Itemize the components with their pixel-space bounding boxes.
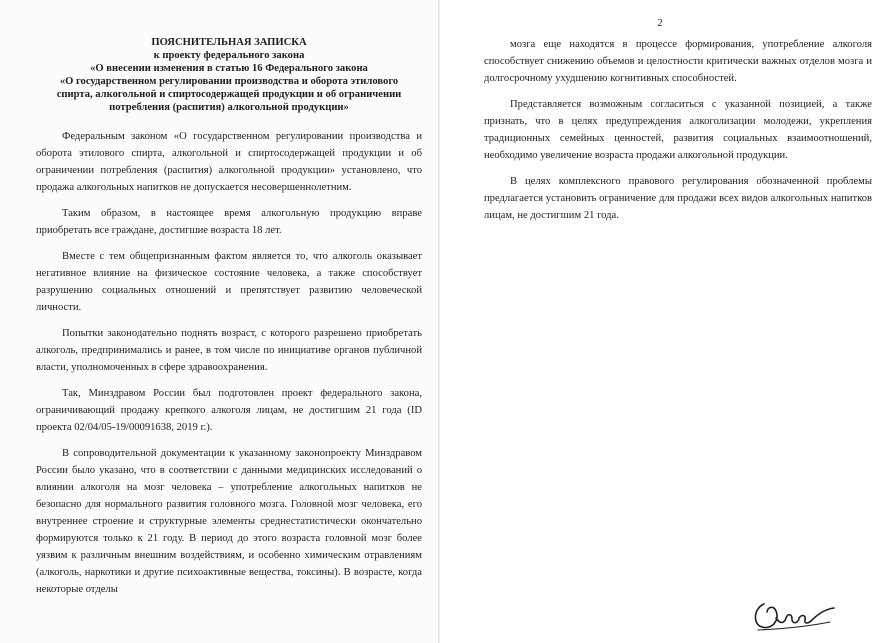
page-number: 2 [657,18,663,29]
paragraph: Вместе с тем общепризнанным фактом является то, что алкоголь оказывает негативное влияние на физическое состояние человека, а также способствует разрушению социальных отношений и препятствует развитию человеческой личности. [36,251,422,313]
paragraph: Представляется возможным согласиться с указанной позицией, а также признать, что в целях предупреждения алкоголизации молодежи, укрепления традиционных семейных ценностей, развития социальных взаимоотношений, необходимо увеличение возраста продажи алкогольной продукции. [484,99,872,161]
heading-law-line-2: «О государственном регулировании производства и оборота этилового [59,76,399,87]
paragraph: Так, Минздравом России был подготовлен проект федерального закона, ограничивающий продажу крепкого алкоголя лицам, не достигшим 21 года (ID проекта 02/04/05-19/00091638, 2019 г.). [36,388,422,433]
document-heading [36,36,422,114]
paragraph: В целях комплексного правового регулирования обозначенной проблемы предлагается установить ограничение для продажи всех видов алкогольных напитков лицам, не достигшим 21 года. [484,176,872,221]
paragraph: Федеральным законом «О государственном регулировании производства и оборота этилового спирта, алкогольной и спиртосодержащей продукции и об ограничении потребления (распития) алкогольной продукции» установлено, что продажа алкогольных напитков не допускается несовершеннолетним. [36,131,422,193]
handwritten-signature-icon [750,594,840,634]
heading-subtitle: к проекту федерального закона [153,50,305,61]
heading-law-line-3: спирта, алкогольной и спиртосодержащей продукции и об ограничении [56,89,402,100]
paragraph: Попытки законодательно поднять возраст, с которого разрешено приобретать алкоголь, предпринимались и ранее, в том числе по инициативе органов публичной власти, уполномоченных в сфере здравоохранения. [36,328,422,373]
heading-law-line-4: потребления (распития) алкогольной продукции» [109,102,349,113]
heading-title: ПОЯСНИТЕЛЬНАЯ ЗАПИСКА [151,37,307,48]
paragraph: мозга еще находятся в процессе формирования, употребление алкоголя способствует снижению объемов и целостности критически важных отделов мозга и долгосрочному ухудшению когнитивных способностей. [484,39,872,84]
page-2 [440,0,880,643]
paragraph: Таким образом, в настоящее время алкогольную продукцию вправе приобретать все граждане, достигшие возраста 18 лет. [36,208,422,236]
paragraph: В сопроводительной документации к указанному законопроекту Минздравом России было указано, что в соответствии с данными медицинских исследований о влиянии алкоголя на мозг человека – употребление алкогольных напитков не безопасно для нормального развития головного мозга. Головной мозг человека, его внутреннее строение и структурные элементы среднестатистически окончательно формируются только к 21 году. В период до этого возраста головной мозг более уязвим к различным внешним воздействиям, и особенно химическим отравлениям (алкоголь, наркотики и другие психоактивные вещества, токсины). В возрасте, когда некоторые отделы [36,448,422,595]
heading-law-line-1: «О внесении изменения в статью 16 Федерального закона [90,63,368,74]
